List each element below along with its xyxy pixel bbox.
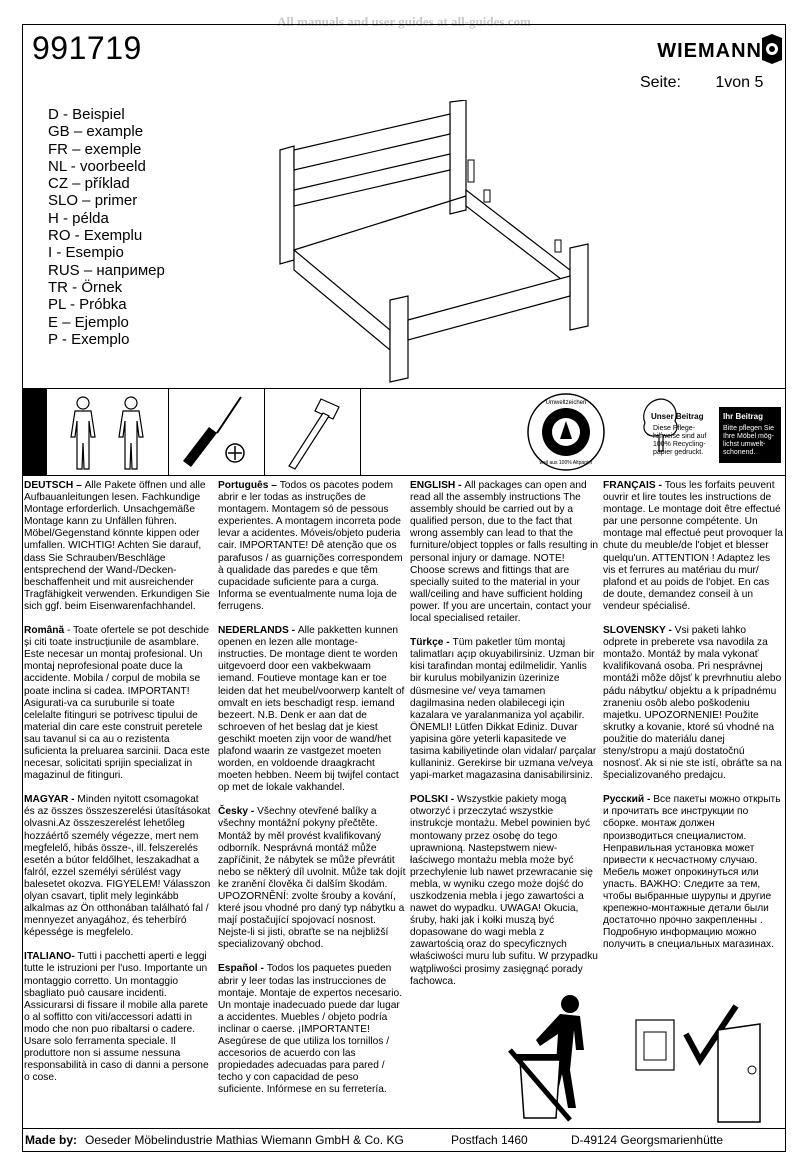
language-item: I - Esempio	[48, 244, 124, 262]
safety-paragraph: DEUTSCH – Alle Pakete öffnen und alle Aufbauanleitungen lesen. Fachkundige Montage erforderlich. Unsachgemäße Montage kann zu Unfällen führen. Möbel/Gegenstand könnte kippen oder umfallen. WICHTIG! Achten Sie darauf, dass Sie Schrauben/Beschläge entsprechend der Wand-/Decken-beschaffenheit und mit ausreichender Tragfähigkeit verwenden. Erkundigen Sie sich ggf. beim Eisenwarenfachhandel.	[24, 480, 210, 612]
page-value: 1von 5	[715, 74, 764, 91]
assembly-requirements-strip	[23, 388, 785, 476]
language-item: PL - Próbka	[48, 296, 127, 314]
language-item: E – Ejemplo	[48, 313, 129, 331]
safety-paragraph: Türkçe - Tüm paketler tüm montaj talimatları açıp okuyabilirsiniz. Uzman bir kisi tarafindan montaj edilmelidir. Yanlis bir kurulus mobilyanizin üzerinize düsmesine ve/ veya tamamen dagilmasina neden olabilecegi için kazalara ve yaralanmaniza yol açabilir. ÖNEMLI! Lütfen Dikkat Ediniz. Duvar yapisina göre yeterli kapasitede ve tasima kabiliyetinde olan vidalar/ parçalar kullaniniz. Gerekirse bir uzmana ve/veya yapi-market magazasina danisabilirsiniz.	[410, 637, 597, 782]
safety-paragraph: Español - Todos los paquetes pueden abrir y leer todas las instrucciones de montaje. Montaje de expertos necesario. Un montaje inadecuado puede dar lugar a accidentes. Muebles / objeto podría inclinar o caerse. ¡IMPORTANTE! Asegúrese de que utiliza los tornillos / accesorios de acuerdo con las propiedades adecuadas para pared / techo y con capacidad de peso suficiente. Infórmese en su ferretería.	[218, 963, 403, 1096]
text-column-2	[218, 480, 406, 1109]
safety-paragraph: Română - Toate ofertele se pot deschide și citi toate instrucțiunile de asamblare. Este necesar un montaj profesional. Un montaj neprofesional poate duce la accidente. Mobila / corpul de mobila se poate inclina si cadea. IMPORTANT! Asigurati-va ca suruburile si toate celelalte fitinguri se potrivesc tipului de material din care este construit peretele sau tavanul si ca au o rezistenta suficienta la preluarea sarcinii. Daca este necesar, solicitati sprijin specializat in magazinul de fitinguri.	[24, 625, 210, 782]
language-item: RUS – например	[48, 261, 165, 279]
two-person-cell	[47, 389, 169, 475]
language-item: SLO – primer	[48, 192, 138, 210]
safety-paragraph: Česky - Všechny otevřené balíky a všechny montážní pokyny přečtěte. Montáž by měl provést kvalifikovaný odborník. Nesprávná montáž může zapříčinit, že nábytek se může převrátit nebo se některý díl uvolnit. Může tak dojít ke zranění člověka či dalším škodám. UPOZORNĚNÍ: zvolte šrouby a kování, které jsou vhodné pro daný typ nábytku a mají postačující spojovací nosnost. Nejste-li si jisti, obraťte se na nejbližší specializovaný obchod.	[218, 806, 406, 951]
language-item: TR - Örnek	[48, 278, 123, 296]
text-column-4	[603, 480, 783, 963]
language-item: NL - voorbeeld	[48, 157, 146, 175]
hammer-cell	[265, 389, 361, 475]
no-trash-disposal-icon	[500, 990, 630, 1125]
safety-paragraph: MAGYAR - Minden nyitott csomagokat és az összes összeszerelési útasításokat olvasni.Az összeszerelést lehetőleg hozzáértő személy végezze, mert nem megfelelő, hibás össze-, ill. felszerelés esetén a bútor feldőlhet, leszakadhat a falról, ezzel személyi sérülést vagy balesetet okozva. FIGYELEM! Válasszon olyan csavart, tiplit mely leginkább alkalmas az Ön otthonában található fal / mennyezet anyagához, és teherbíró képessége is megfelelo.	[24, 794, 211, 939]
safety-paragraph: Português – Todos os pacotes podem abrir e ler todas as instruções de montagem. Montagem só de pessous experientes. A montagem incorreta pode levar a acidentes. Móveis/objeto puderia cair. IMPORTANTE! Dê atenção que os parafusos / as guarnições correspondem à qualidade das paredes e que têm cupacidade suficiente para a curga. Informa se eventualmente numa loja de ferrugens.	[218, 480, 403, 612]
brand-logo-icon	[760, 34, 784, 64]
eco-ring-top-text: Umweltzeichen	[545, 400, 587, 406]
black-tab	[23, 389, 47, 475]
language-item: CZ – příklad	[48, 175, 130, 193]
text-column-3	[410, 480, 598, 1000]
language-item: RO - Exemplu	[48, 227, 143, 245]
language-item: P - Exemplo	[48, 330, 130, 348]
safety-paragraph: Русский - Все пакеты можно открыть и прочитать все инструкции по сборке. монтаж должен производиться специалистом. Неправильная установка может привести к несчастному случаю. Мебель может опрокинуться или упасть. ВАЖНО: Следите за тем, чтобы выбранные шурупы и другие крепежно-монтажные детали были достаточно прочно закрепленны . Подробную информацию можно получить в специальных магазинах.	[603, 794, 781, 951]
safety-paragraph: NEDERLANDS - Alle pakketten kunnen openen en lezen alle montage-instructies. De montage dient te worden uitgevoerd door een vakbekwaam iemand. Foutieve montage kan er toe leiden dat het meubel/voorwerp kantelt of omvalt en iets beschadigt resp. iemand bezeert. N.B. Denk er aan dat de schroeven of het beslag dat je kiest geschikt moeten zijn voor de wand/het plafond waarin ze vastgezet moeten worden, en voldoende draagkracht moeten hebben. Neem bij twijfel contact op met de lokale vakhandel.	[218, 625, 405, 794]
postbox: Postfach 1460	[451, 1133, 528, 1147]
hammer-icon	[265, 389, 361, 475]
contribution-text: Bitte pflegen Sie Ihre Möbel mög-lichst umwelt-schonend.	[723, 425, 774, 456]
language-item: GB – example	[48, 123, 144, 141]
paper-recycling-icon	[630, 1000, 770, 1125]
document-number: 991719	[32, 30, 142, 66]
eco-ring-bottom-text: weil aus 100% Altpapier	[539, 460, 593, 466]
footer-bar	[23, 1128, 785, 1152]
screwdriver-icon	[169, 389, 265, 475]
page-label: Seite:	[640, 74, 681, 91]
text-column-1	[24, 480, 212, 1096]
language-item: FR – exemple	[48, 140, 142, 158]
bed-frame-illustration	[270, 100, 600, 390]
manufacturer-name: Oeseder Möbelindustrie Mathias Wiemann GmbH & Co. KG	[85, 1133, 404, 1147]
watermark-banner: All manuals and user guides at all-guides.com	[277, 14, 531, 29]
safety-paragraph: POLSKI - Wszystkie pakiety mogą otworzyć i przeczytać wszystkie instrukcje montażu. Mebel powinien być montowany przez osobę do tego uprawnioną. Nastepstwem niew-łaściwego montażu mebla może być przechylenie lub nawet przewracanie się mebla, w wyniku czego może dojść do uszkodzenia mebla i jego zawartości a nawet do wypadku. UWAGA! Okucia, śruby, haki jak i kołki muszą być dopasowane do wagi mebla z zawartością oraz do specyficznych właściwości muru lub sufitu. W przypadku wątpliwości prosimy zasięgnąć porady fachowca.	[410, 794, 598, 987]
brand-name: WIEMANN	[657, 40, 762, 62]
recycle-text: Diese Pflege-hilfweise sind auf 100% Recycling-papier gedruckt.	[653, 425, 707, 456]
language-list	[48, 106, 165, 348]
made-by-label: Made by:	[25, 1133, 78, 1147]
screwdriver-cell	[169, 389, 265, 475]
safety-paragraph: ITALIANO- Tutti i pacchetti aperti e leggi tutte le istruzioni per l'uso. Importante un montaggio corretto. Un montaggio sbagliato può causare incidenti. Assicurarsi di fissare il mobile alla parete o al soffitto con viti/accessori adatti in modo che non puo ribaltarsi o cadere. Usare solo ferramenta speciale. Il produttore non si assume nessuna responsabilità in caso di danni a persone o cose.	[24, 951, 209, 1084]
contribution-title: Ihr Beitrag	[723, 412, 764, 421]
page-indicator	[640, 74, 763, 92]
safety-paragraph: FRANÇAIS - Tous les forfaits peuvent ouvrir et lire toutes les instructions de montage. Le montage doit être effectué par une personne compétente. Un montage mal effectué peut provoquer la chute du meuble/de l'objet et blesser quelqu'un. ATTENTION ! Adaptez les vis et ferrures au matériau du mur/ plafond et au poids de l'objet. En cas de doute, demandez conseil à un vendeur spécialisé.	[603, 480, 783, 612]
safety-paragraph: ENGLISH - All packages can open and read all the assembly instructions The assembly should be carried out by a qualified person, due to the fact that wrong assembly can lead to that the furniture/object topples or falls resulting in personal injury or damage. NOTE! Choose screws and fittings that are specially suited to the material in your wall/ceiling and have sufficient holding power. If you are uncertain, contact your local specialised retailer.	[410, 480, 599, 625]
postal-address: D-49124 Georgsmarienhütte	[571, 1133, 724, 1147]
language-item: D - Beispiel	[48, 106, 125, 123]
safety-paragraph: SLOVENSKY - Vsi paketi lahko odprete in preberete vsa navodila za montažo. Montáž by mala vykonať kvalifikovaná osoba. Pri nesprávnej montáži môže dôjsť k prevrhnutiu alebo pádu nábytku/ objektu a k prípadnému zraneniu osôb alebo poškodeniu majetku. UPOZORNENIE! Použite skrutky a kovanie, ktoré sú vhodné na použitie do materiálu danej steny/stropu a majú dostatočnú nosnosť. Ak si nie ste istí, obráťte sa na špecializovaného predajcu.	[603, 625, 782, 782]
recycle-title: Unser Beitrag	[651, 412, 704, 421]
two-persons-icon	[47, 389, 169, 475]
language-item: H - példa	[48, 209, 109, 227]
